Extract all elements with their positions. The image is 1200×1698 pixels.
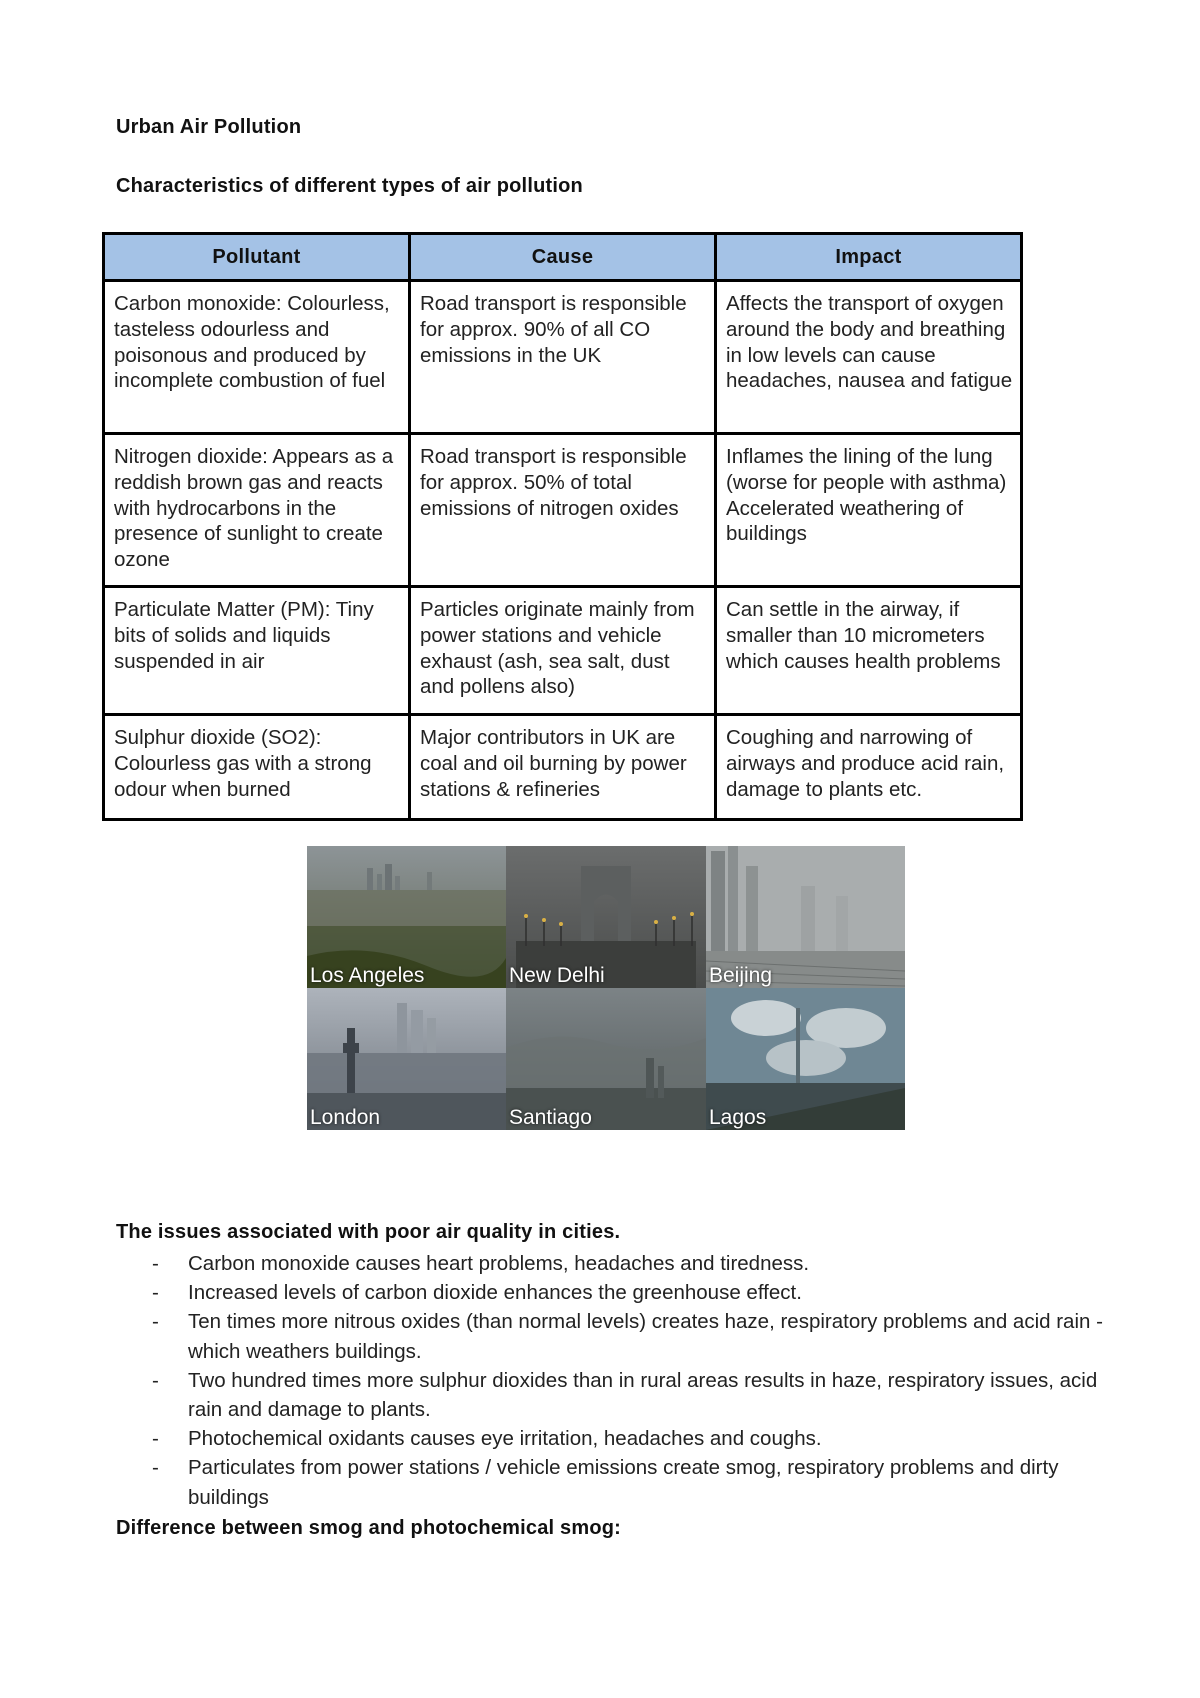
column-header-pollutant: Pollutant [104, 234, 410, 281]
bullet-dash: - [152, 1456, 159, 1480]
pollution-table [102, 232, 1023, 821]
list-item [116, 1424, 1116, 1453]
pollutant-cell: Nitrogen dioxide: Appears as a reddish brown gas and reacts with hydrocarbons in the presence of sunlight to create ozone [104, 434, 410, 587]
page-title: Urban Air Pollution [116, 116, 302, 138]
list-item-text: Photochemical oxidants causes eye irritation, headaches and coughs. [188, 1427, 822, 1451]
table-row [104, 281, 1022, 434]
table-row [104, 434, 1022, 587]
cause-cell: Particles originate mainly from power stations and vehicle exhaust (ash, sea salt, dust and pollens also) [410, 587, 716, 715]
issues-list [116, 1249, 1116, 1512]
section-heading-issues: The issues associated with poor air quality in cities. [116, 1221, 621, 1243]
table-row [104, 715, 1022, 820]
photo-london [307, 988, 506, 1130]
list-item [116, 1453, 1116, 1511]
pollutant-cell: Sulphur dioxide (SO2): Colourless gas with a strong odour when burned [104, 715, 410, 820]
photo-beijing [706, 846, 905, 988]
impact-cell: Affects the transport of oxygen around the body and breathing in low levels can cause headaches, nausea and fatigue [716, 281, 1022, 434]
table-header-row [104, 234, 1022, 281]
bullet-dash: - [152, 1368, 159, 1392]
list-item [116, 1366, 1116, 1424]
section-heading-characteristics: Characteristics of different types of air pollution [116, 175, 583, 197]
photo-los-angeles [307, 846, 506, 988]
photo-new-delhi [506, 846, 706, 988]
impact-cell: Can settle in the airway, if smaller than 10 micrometers which causes health problems [716, 587, 1022, 715]
city-caption: London [310, 1106, 381, 1129]
column-header-cause: Cause [410, 234, 716, 281]
bullet-dash: - [152, 1252, 159, 1275]
cause-cell: Road transport is responsible for approx. 90% of all CO emissions in the UK [410, 281, 716, 434]
list-item-text: Ten times more nitrous oxides (than normal levels) creates haze, respiratory problems and acid rain - which weathers buildings. [188, 1310, 1103, 1363]
city-caption: New Delhi [509, 964, 605, 987]
list-item-text: Two hundred times more sulphur dioxides than in rural areas results in haze, respiratory issues, acid rain and damage to plants. [188, 1368, 1098, 1422]
list-item [116, 1249, 1116, 1278]
bullet-dash: - [152, 1310, 159, 1334]
pollutant-cell: Particulate Matter (PM): Tiny bits of solids and liquids suspended in air [104, 587, 410, 715]
list-item-text: Carbon monoxide causes heart problems, headaches and tiredness. [188, 1252, 810, 1275]
city-caption: Santiago [509, 1106, 592, 1129]
table-row [104, 587, 1022, 715]
list-item-text: Particulates from power stations / vehicle emissions create smog, respiratory problems and dirty buildings [188, 1456, 1059, 1509]
bullet-dash: - [152, 1427, 159, 1451]
list-item [116, 1307, 1116, 1365]
bullet-dash: - [152, 1281, 159, 1305]
city-caption: Beijing [709, 964, 773, 987]
pollutant-cell: Carbon monoxide: Colourless, tasteless odourless and poisonous and produced by incomplete combustion of fuel [104, 281, 410, 434]
impact-cell: Coughing and narrowing of airways and produce acid rain, damage to plants etc. [716, 715, 1022, 820]
city-caption: Lagos [709, 1106, 767, 1129]
list-item [116, 1278, 1116, 1307]
city-smog-photo-collage [307, 846, 905, 1130]
city-caption: Los Angeles [310, 964, 425, 987]
cause-cell: Road transport is responsible for approx. 50% of total emissions of nitrogen oxides [410, 434, 716, 587]
list-item-text: Increased levels of carbon dioxide enhances the greenhouse effect. [188, 1281, 802, 1305]
cause-cell: Major contributors in UK are coal and oil burning by power stations & refineries [410, 715, 716, 820]
photo-santiago [506, 988, 706, 1130]
section-heading-smog-difference: Difference between smog and photochemical smog: [116, 1517, 622, 1539]
column-header-impact: Impact [716, 234, 1022, 281]
photo-lagos [706, 988, 905, 1130]
impact-cell: Inflames the lining of the lung (worse for people with asthma) Accelerated weathering of buildings [716, 434, 1022, 587]
